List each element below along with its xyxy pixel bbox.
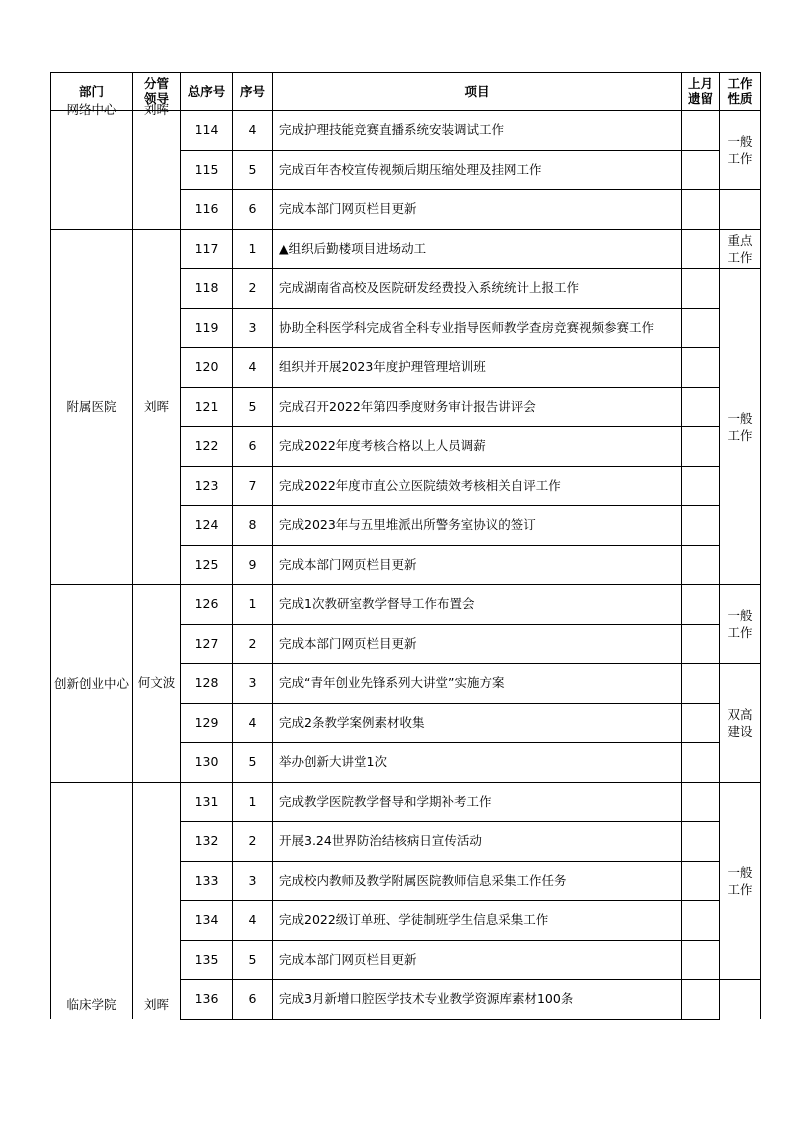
dept-network: 网络中心 xyxy=(51,111,133,230)
last-month-cell xyxy=(682,980,720,1020)
dept-innovation: 创新创业中心 xyxy=(51,585,133,783)
nature-empty-cell xyxy=(720,980,761,1020)
seq-cell: 1 xyxy=(233,585,273,625)
last-month-cell xyxy=(682,624,720,664)
item-cell: 完成3月新增口腔医学技术专业教学资源库素材100条 xyxy=(273,980,682,1020)
seq-cell: 8 xyxy=(233,506,273,546)
total-no-cell: 136 xyxy=(181,980,233,1020)
item-cell: 完成护理技能竞赛直播系统安装调试工作 xyxy=(273,111,682,151)
item-cell: 完成2023年与五里堆派出所警务室协议的签订 xyxy=(273,506,682,546)
seq-cell: 5 xyxy=(233,387,273,427)
item-cell: 完成百年杏校宣传视频后期压缩处理及挂网工作 xyxy=(273,150,682,190)
last-month-cell xyxy=(682,111,720,151)
last-month-cell xyxy=(682,861,720,901)
last-month-cell xyxy=(682,782,720,822)
last-month-cell xyxy=(682,545,720,585)
item-cell: 举办创新大讲堂1次 xyxy=(273,743,682,783)
last-month-cell xyxy=(682,190,720,230)
table-row xyxy=(51,585,761,625)
total-no-cell: 125 xyxy=(181,545,233,585)
header-leader: 分管领导 xyxy=(133,73,181,111)
last-month-cell xyxy=(682,229,720,269)
header-seq: 序号 xyxy=(233,73,273,111)
item-cell: 完成1次教研室教学督导工作布置会 xyxy=(273,585,682,625)
total-no-cell: 119 xyxy=(181,308,233,348)
total-no-cell: 131 xyxy=(181,782,233,822)
last-month-cell xyxy=(682,940,720,980)
seq-cell: 3 xyxy=(233,861,273,901)
nature-innovation-general: 一般工作 xyxy=(720,585,761,664)
item-cell: 完成召开2022年第四季度财务审计报告讲评会 xyxy=(273,387,682,427)
seq-cell: 2 xyxy=(233,269,273,309)
item-cell: 完成本部门网页栏目更新 xyxy=(273,190,682,230)
leader-network: 刘晖 xyxy=(133,111,181,230)
header-last-month: 上月遗留 xyxy=(682,73,720,111)
total-no-cell: 114 xyxy=(181,111,233,151)
last-month-cell xyxy=(682,822,720,862)
total-no-cell: 128 xyxy=(181,664,233,704)
nature-innovation-double: 双高建设 xyxy=(720,664,761,783)
item-cell: 完成本部门网页栏目更新 xyxy=(273,624,682,664)
header-nature: 工作性质 xyxy=(720,73,761,111)
total-no-cell: 118 xyxy=(181,269,233,309)
item-cell: 完成2条教学案例素材收集 xyxy=(273,703,682,743)
table-row xyxy=(51,782,761,822)
last-month-cell xyxy=(682,466,720,506)
item-cell: 完成校内教师及教学附属医院教师信息采集工作任务 xyxy=(273,861,682,901)
last-month-cell xyxy=(682,585,720,625)
seq-cell: 1 xyxy=(233,782,273,822)
table-row xyxy=(51,229,761,269)
last-month-cell xyxy=(682,664,720,704)
total-no-cell: 135 xyxy=(181,940,233,980)
leader-innovation: 何文波 xyxy=(133,585,181,783)
total-no-cell: 126 xyxy=(181,585,233,625)
total-no-cell: 129 xyxy=(181,703,233,743)
total-no-cell: 124 xyxy=(181,506,233,546)
seq-cell: 6 xyxy=(233,427,273,467)
nature-hospital-key: 重点工作 xyxy=(720,229,761,269)
total-no-cell: 120 xyxy=(181,348,233,388)
header-dept: 部门 xyxy=(51,73,133,111)
seq-cell: 5 xyxy=(233,150,273,190)
seq-cell: 4 xyxy=(233,111,273,151)
last-month-cell xyxy=(682,348,720,388)
last-month-cell xyxy=(682,703,720,743)
seq-cell: 3 xyxy=(233,308,273,348)
item-cell: 协助全科医学科完成省全科专业指导医师教学查房竞赛视频参赛工作 xyxy=(273,308,682,348)
seq-cell: 4 xyxy=(233,703,273,743)
header-item: 项目 xyxy=(273,73,682,111)
last-month-cell xyxy=(682,308,720,348)
item-cell: 完成本部门网页栏目更新 xyxy=(273,940,682,980)
item-cell: 完成2022级订单班、学徒制班学生信息采集工作 xyxy=(273,901,682,941)
last-month-cell xyxy=(682,387,720,427)
total-no-cell: 121 xyxy=(181,387,233,427)
item-cell: 组织并开展2023年度护理管理培训班 xyxy=(273,348,682,388)
last-month-cell xyxy=(682,427,720,467)
work-plan-table xyxy=(50,72,761,1020)
seq-cell: 5 xyxy=(233,743,273,783)
seq-cell: 1 xyxy=(233,229,273,269)
nature-hospital-general: 一般工作 xyxy=(720,269,761,585)
leader-clinical: 刘晖 xyxy=(133,782,181,1019)
total-no-cell: 134 xyxy=(181,901,233,941)
seq-cell: 6 xyxy=(233,980,273,1020)
last-month-cell xyxy=(682,901,720,941)
item-cell: 完成教学医院教学督导和学期补考工作 xyxy=(273,782,682,822)
item-cell: 完成2022年度市直公立医院绩效考核相关自评工作 xyxy=(273,466,682,506)
total-no-cell: 130 xyxy=(181,743,233,783)
seq-cell: 4 xyxy=(233,901,273,941)
total-no-cell: 123 xyxy=(181,466,233,506)
nature-network: 一般工作 xyxy=(720,111,761,190)
last-month-cell xyxy=(682,743,720,783)
item-cell: 开展3.24世界防治结核病日宣传活动 xyxy=(273,822,682,862)
total-no-cell: 122 xyxy=(181,427,233,467)
seq-cell: 4 xyxy=(233,348,273,388)
seq-cell: 2 xyxy=(233,822,273,862)
table-body xyxy=(51,102,761,1020)
item-cell: ▲组织后勤楼项目进场动工 xyxy=(273,229,682,269)
last-month-cell xyxy=(682,150,720,190)
total-no-cell: 116 xyxy=(181,190,233,230)
total-no-cell: 127 xyxy=(181,624,233,664)
dept-hospital: 附属医院 xyxy=(51,229,133,585)
item-cell: 完成“青年创业先锋系列大讲堂”实施方案 xyxy=(273,664,682,704)
seq-cell: 2 xyxy=(233,624,273,664)
total-no-cell: 133 xyxy=(181,861,233,901)
seq-cell: 7 xyxy=(233,466,273,506)
nature-empty-cell xyxy=(720,190,761,230)
total-no-cell: 115 xyxy=(181,150,233,190)
last-month-cell xyxy=(682,506,720,546)
seq-cell: 5 xyxy=(233,940,273,980)
leader-hospital: 刘晖 xyxy=(133,229,181,585)
seq-cell: 9 xyxy=(233,545,273,585)
seq-cell: 6 xyxy=(233,190,273,230)
total-no-cell: 132 xyxy=(181,822,233,862)
item-cell: 完成本部门网页栏目更新 xyxy=(273,545,682,585)
nature-clinical: 一般工作 xyxy=(720,782,761,980)
dept-clinical: 临床学院 xyxy=(51,782,133,1019)
last-month-cell xyxy=(682,269,720,309)
header-total-no: 总序号 xyxy=(181,73,233,111)
total-no-cell: 117 xyxy=(181,229,233,269)
item-cell: 完成湖南省高校及医院研发经费投入系统统计上报工作 xyxy=(273,269,682,309)
seq-cell: 3 xyxy=(233,664,273,704)
item-cell: 完成2022年度考核合格以上人员调薪 xyxy=(273,427,682,467)
table-row xyxy=(51,111,761,151)
